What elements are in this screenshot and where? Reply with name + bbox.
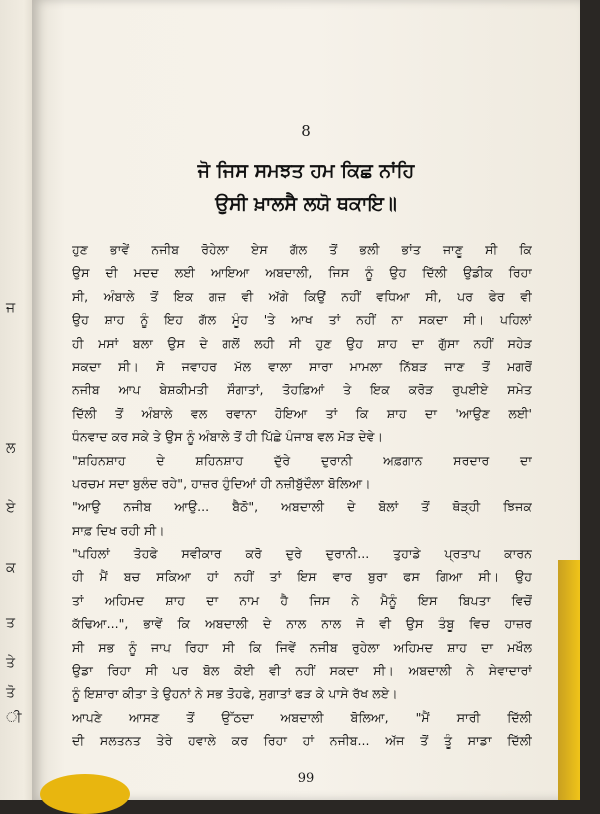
left-margin-glyph: ਕ	[6, 560, 16, 576]
chapter-number: 8	[301, 122, 311, 140]
body-line: ਉਹ ਸ਼ਾਹ ਨੂੰ ਇਹ ਗੱਲ ਮੂੰਹ 'ਤੇ ਆਖ ਤਾਂ ਨਹੀਂ ਨਾ ਸਕਦਾ ਸੀ। ਪਹਿਲਾਂ	[72, 312, 532, 328]
body-line: ਹੀ ਮੈਂ ਬਚ ਸਕਿਆ ਹਾਂ ਨਹੀਂ ਤਾਂ ਇਸ ਵਾਰ ਬੁਰਾ ਫਸ ਗਿਆ ਸੀ। ਉਹ	[72, 569, 532, 585]
body-line: "ਆਉ ਨਜੀਬ ਆਉ... ਬੈਠੋ", ਅਬਦਾਲੀ ਦੇ ਬੋਲਾਂ ਤੋਂ ਥੋੜ੍ਹੀ ਝਿਜਕ	[72, 499, 532, 515]
left-margin-glyph: ਤੋ	[6, 685, 15, 701]
body-line: ਪਰਚਮ ਸਦਾ ਬੁਲੰਦ ਰਹੇ", ਹਾਜ਼ਰ ਹੁੰਦਿਆਂ ਹੀ ਨਜ਼ੀਬੁੱਦੌਲਾ ਬੋਲਿਆ।	[72, 475, 371, 491]
body-line: ਸੀ ਸਭ ਨੂੰ ਜਾਪ ਰਿਹਾ ਸੀ ਕਿ ਜਿਵੇਂ ਨਜੀਬ ਰੁਹੇਲਾ ਅਹਿਮਦ ਸ਼ਾਹ ਦਾ ਮਖੌਲ	[72, 639, 532, 655]
body-line: "ਪਹਿਲਾਂ ਤੋਹਫੇ ਸਵੀਕਾਰ ਕਰੋ ਦੁਰੇ ਦੁਰਾਨੀ... ਤੁਹਾਡੇ ਪ੍ਰਤਾਪ ਕਾਰਨ	[72, 546, 532, 562]
yellow-object	[40, 774, 130, 814]
body-text	[72, 238, 532, 753]
left-margin-glyph: ੀ	[6, 710, 22, 726]
body-line: ਹੁਣ ਭਾਵੇਂ ਨਜੀਬ ਰੋਹੇਲਾ ਏਸ ਗੱਲ ਤੋਂ ਭਲੀ ਭਾਂਤ ਜਾਣੂ ਸੀ ਕਿ	[72, 242, 532, 257]
body-line: ਨਜੀਬ ਆਪ ਬੇਸ਼ਕੀਮਤੀ ਸੌਗਾਤਾਂ, ਤੋਹਫ਼ਿਆਂ ਤੇ ਇਕ ਕਰੋੜ ਰੁਪਈਏ ਸਮੇਤ	[72, 382, 532, 398]
body-line: ਸਕਦਾ ਸੀ। ਸੋ ਜਵਾਹਰ ਮੱਲ ਵਾਲਾ ਸਾਰਾ ਮਾਮਲਾ ਨਿੱਬੜ ਜਾਣ ਤੋਂ ਮਗਰੋਂ	[72, 358, 532, 374]
left-margin-glyph: ਤ	[6, 615, 15, 631]
page-number: 99	[297, 771, 315, 786]
body-line: ਆਪਣੇ ਆਸਣ ਤੋਂ ਉੱਠਦਾ ਅਬਦਾਲੀ ਬੋਲਿਆ, "ਮੈਂ ਸਾਰੀ ਦਿੱਲੀ	[72, 709, 532, 725]
body-line: ਦੀ ਸਲਤਨਤ ਤੇਰੇ ਹਵਾਲੇ ਕਰ ਰਿਹਾ ਹਾਂ ਨਜੀਬ... ਅੱਜ ਤੋਂ ਤੂੰ ਸਾਡਾ ਦਿੱਲੀ	[72, 733, 532, 749]
body-line: ਹੀ ਮਸਾਂ ਬਲਾ ਉਸ ਦੇ ਗਲੋਂ ਲਹੀ ਸੀ ਹੁਣ ਉਹ ਸ਼ਾਹ ਦਾ ਗੁੱਸਾ ਨਹੀਂ ਸਹੇੜ	[72, 335, 532, 351]
body-line: ਉਸ ਦੀ ਮਦਦ ਲਈ ਆਇਆ ਅਬਦਾਲੀ, ਜਿਸ ਨੂੰ ਉਹ ਦਿੱਲੀ ਉਡੀਕ ਰਿਹਾ	[72, 265, 532, 281]
left-margin-glyph: ਲ	[6, 440, 16, 456]
body-line: ਉਡਾ ਰਿਹਾ ਸੀ ਪਰ ਬੋਲ ਕੋਈ ਵੀ ਨਹੀਂ ਸਕਦਾ ਸੀ। ਅਬਦਾਲੀ ਨੇ ਸੇਵਾਦਾਰਾਂ	[72, 663, 532, 679]
body-line: ਦਿੱਲੀ ਤੋਂ ਅੰਬਾਲੇ ਵਲ ਰਵਾਨਾ ਹੋਇਆ ਤਾਂ ਕਿ ਸ਼ਾਹ ਦਾ 'ਆਉਣ ਲਈ'	[72, 405, 532, 421]
left-margin-glyph: ਤੇ	[6, 655, 15, 671]
body-line: "ਸ਼ਹਿਨਸ਼ਾਹ ਦੇ ਸ਼ਹਿਨਸ਼ਾਹ ਦੁੱਰੇ ਦੁਰਾਨੀ ਅਫ਼ਗਾਨ ਸਰਦਾਰ ਦਾ	[72, 452, 532, 468]
left-margin-glyph: ਏ	[6, 500, 16, 516]
book-page	[32, 0, 580, 800]
body-line: ਧੰਨਵਾਦ ਕਰ ਸਕੇ ਤੇ ਉਸ ਨੂੰ ਅੰਬਾਲੇ ਤੋਂ ਹੀ ਪਿੱਛੇ ਪੰਜਾਬ ਵਲ ਮੋੜ ਦੇਵੇ।	[72, 429, 384, 445]
yellow-book-edge	[558, 560, 580, 800]
body-line: ਸੀ, ਅੰਬਾਲੇ ਤੋਂ ਇਕ ਗਜ਼ ਵੀ ਅੱਗੇ ਕਿਉਂ ਨਹੀਂ ਵਧਿਆ ਸੀ, ਪਰ ਫੇਰ ਵੀ	[72, 288, 532, 304]
body-line: ਸਾਫ਼ ਦਿਖ ਰਹੀ ਸੀ।	[72, 522, 165, 538]
chapter-title-line-1: ਜੋ ਜਿਸ ਸਮਝਤ ਹਮ ਕਿਛ ਨਾਂਹਿ	[197, 160, 415, 182]
body-line: ਤਾਂ ਅਹਿਮਦ ਸ਼ਾਹ ਦਾ ਨਾਮ ਹੈ ਜਿਸ ਨੇ ਮੈਨੂੰ ਇਸ ਬਿਪਤਾ ਵਿਚੋਂ	[72, 592, 532, 608]
body-line: ਕੱਢਿਆ...", ਭਾਵੇਂ ਕਿ ਅਬਦਾਲੀ ਦੇ ਨਾਲ ਨਾਲ ਜੋ ਵੀ ਉਸ ਤੰਬੂ ਵਿਚ ਹਾਜ਼ਰ	[72, 616, 532, 632]
left-margin-glyph: ਜ	[6, 300, 16, 316]
chapter-title-line-2: ਉਸੀ ਖ਼ਾਲਸੈ ਲਯੋ ਥਕਾਇ॥	[215, 193, 397, 215]
body-line: ਨੂੰ ਇਸ਼ਾਰਾ ਕੀਤਾ ਤੇ ਉਹਨਾਂ ਨੇ ਸਭ ਤੋਹਫੇ, ਸੁਗਾਤਾਂ ਫੜ ਕੇ ਪਾਸੇ ਰੱਖ ਲਏ।	[72, 686, 398, 702]
